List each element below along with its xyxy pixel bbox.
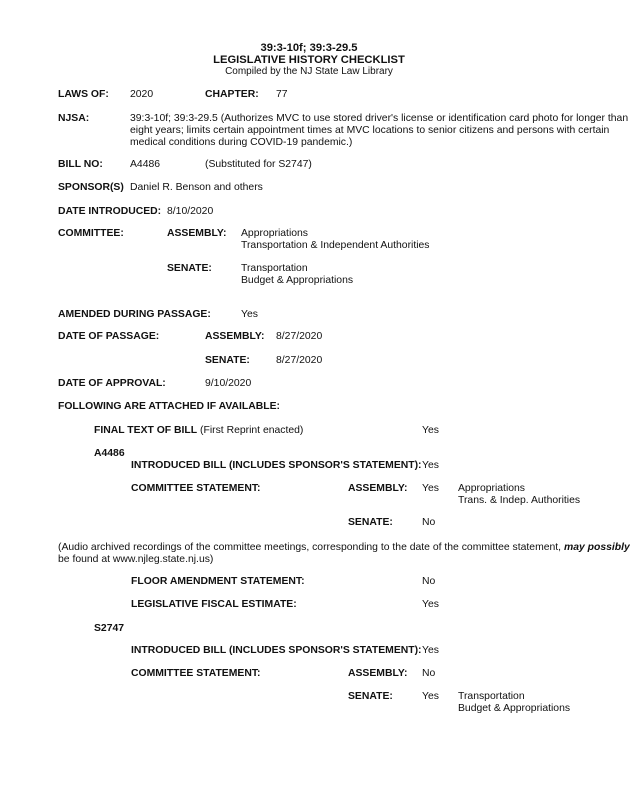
committee-senate-label: SENATE:	[167, 263, 212, 274]
audio-note-line-1	[58, 542, 630, 554]
s-introduced-label: INTRODUCED BILL (INCLUDES SPONSOR'S STATEMENT):	[131, 645, 422, 656]
sponsor-value: Daniel R. Benson and others	[130, 182, 263, 193]
amended-value: Yes	[241, 309, 258, 320]
floor-amendment-value: No	[422, 576, 436, 587]
a-introduced-label: INTRODUCED BILL (INCLUDES SPONSOR'S STATEMENT):	[131, 460, 422, 471]
date-introduced-label: DATE INTRODUCED:	[58, 206, 162, 217]
committee-assembly-label: ASSEMBLY:	[167, 228, 227, 239]
s-senate-label: SENATE:	[348, 691, 393, 702]
final-text-value: Yes	[422, 425, 439, 436]
doc-title-statutes: 39:3-10f; 39:3-29.5	[260, 42, 358, 54]
a-assembly-committee-1: Appropriations	[458, 483, 526, 494]
final-text-row	[94, 425, 303, 437]
committee-assembly-2: Transportation & Independent Authorities	[241, 240, 430, 251]
a-senate-label: SENATE:	[348, 517, 393, 528]
laws-of-value: 2020	[130, 89, 154, 100]
fiscal-estimate-label: LEGISLATIVE FISCAL ESTIMATE:	[131, 599, 297, 610]
njsa-label: NJSA:	[58, 113, 90, 124]
a-bill-id: A4486	[94, 448, 125, 459]
fiscal-estimate-value: Yes	[422, 599, 439, 610]
a-assembly-value: Yes	[422, 483, 439, 494]
s-committee-statement-label: COMMITTEE STATEMENT:	[131, 668, 261, 679]
a-introduced-value: Yes	[422, 460, 439, 471]
s-assembly-label: ASSEMBLY:	[348, 668, 408, 679]
passage-senate-value: 8/27/2020	[276, 355, 323, 366]
committee-assembly-1: Appropriations	[241, 228, 309, 239]
audio-note-part1: (Audio archived recordings of the committee meetings, corresponding to the date of the committee statement,	[58, 542, 564, 553]
njsa-line-1: 39:3-10f; 39:3-29.5 (Authorizes MVC to use stored driver's license or identification card photo for longer than	[130, 113, 629, 124]
a-senate-value: No	[422, 517, 436, 528]
audio-note-emphasis: may possibly	[563, 542, 630, 553]
s-senate-committee-2: Budget & Appropriations	[458, 703, 571, 714]
approval-value: 9/10/2020	[205, 378, 252, 389]
s-senate-value: Yes	[422, 691, 439, 702]
a-committee-statement-label: COMMITTEE STATEMENT:	[131, 483, 261, 494]
bill-no-value: A4486	[130, 159, 161, 170]
chapter-value: 77	[276, 89, 288, 100]
attached-heading: FOLLOWING ARE ATTACHED IF AVAILABLE:	[58, 401, 281, 412]
amended-label: AMENDED DURING PASSAGE:	[58, 309, 211, 320]
a-assembly-label: ASSEMBLY:	[348, 483, 408, 494]
laws-of-label: LAWS OF:	[58, 89, 109, 100]
committee-senate-1: Transportation	[241, 263, 308, 274]
s-introduced-value: Yes	[422, 645, 439, 656]
a-assembly-committee-2: Trans. & Indep. Authorities	[458, 495, 581, 506]
chapter-label: CHAPTER:	[205, 89, 259, 100]
bill-no-note: (Substituted for S2747)	[205, 159, 312, 170]
passage-senate-label: SENATE:	[205, 355, 250, 366]
s-assembly-value: No	[422, 668, 436, 679]
bill-no-label: BILL NO:	[58, 159, 103, 170]
s-senate-committee-1: Transportation	[458, 691, 525, 702]
s-bill-id: S2747	[94, 623, 125, 634]
passage-assembly-label: ASSEMBLY:	[205, 331, 265, 342]
floor-amendment-label: FLOOR AMENDMENT STATEMENT:	[131, 576, 305, 587]
approval-label: DATE OF APPROVAL:	[58, 378, 166, 389]
final-text-label: FINAL TEXT OF BILL	[94, 425, 198, 436]
audio-note-line-2: be found at www.njleg.state.nj.us)	[58, 554, 214, 565]
passage-assembly-value: 8/27/2020	[276, 331, 323, 342]
committee-senate-2: Budget & Appropriations	[241, 275, 354, 286]
njsa-line-3: medical conditions during COVID-19 pandemic.)	[130, 137, 353, 148]
doc-subtitle: Compiled by the NJ State Law Library	[225, 66, 393, 77]
doc-title: LEGISLATIVE HISTORY CHECKLIST	[213, 54, 405, 66]
final-text-note: (First Reprint enacted)	[197, 425, 304, 436]
date-introduced-value: 8/10/2020	[167, 206, 214, 217]
njsa-line-2: eight years; limits certain appointment times at MVC locations to senior citizens and persons with certain	[130, 125, 610, 136]
passage-label: DATE OF PASSAGE:	[58, 331, 160, 342]
committee-label: COMMITTEE:	[58, 228, 124, 239]
sponsor-label: SPONSOR(S)	[58, 182, 124, 193]
